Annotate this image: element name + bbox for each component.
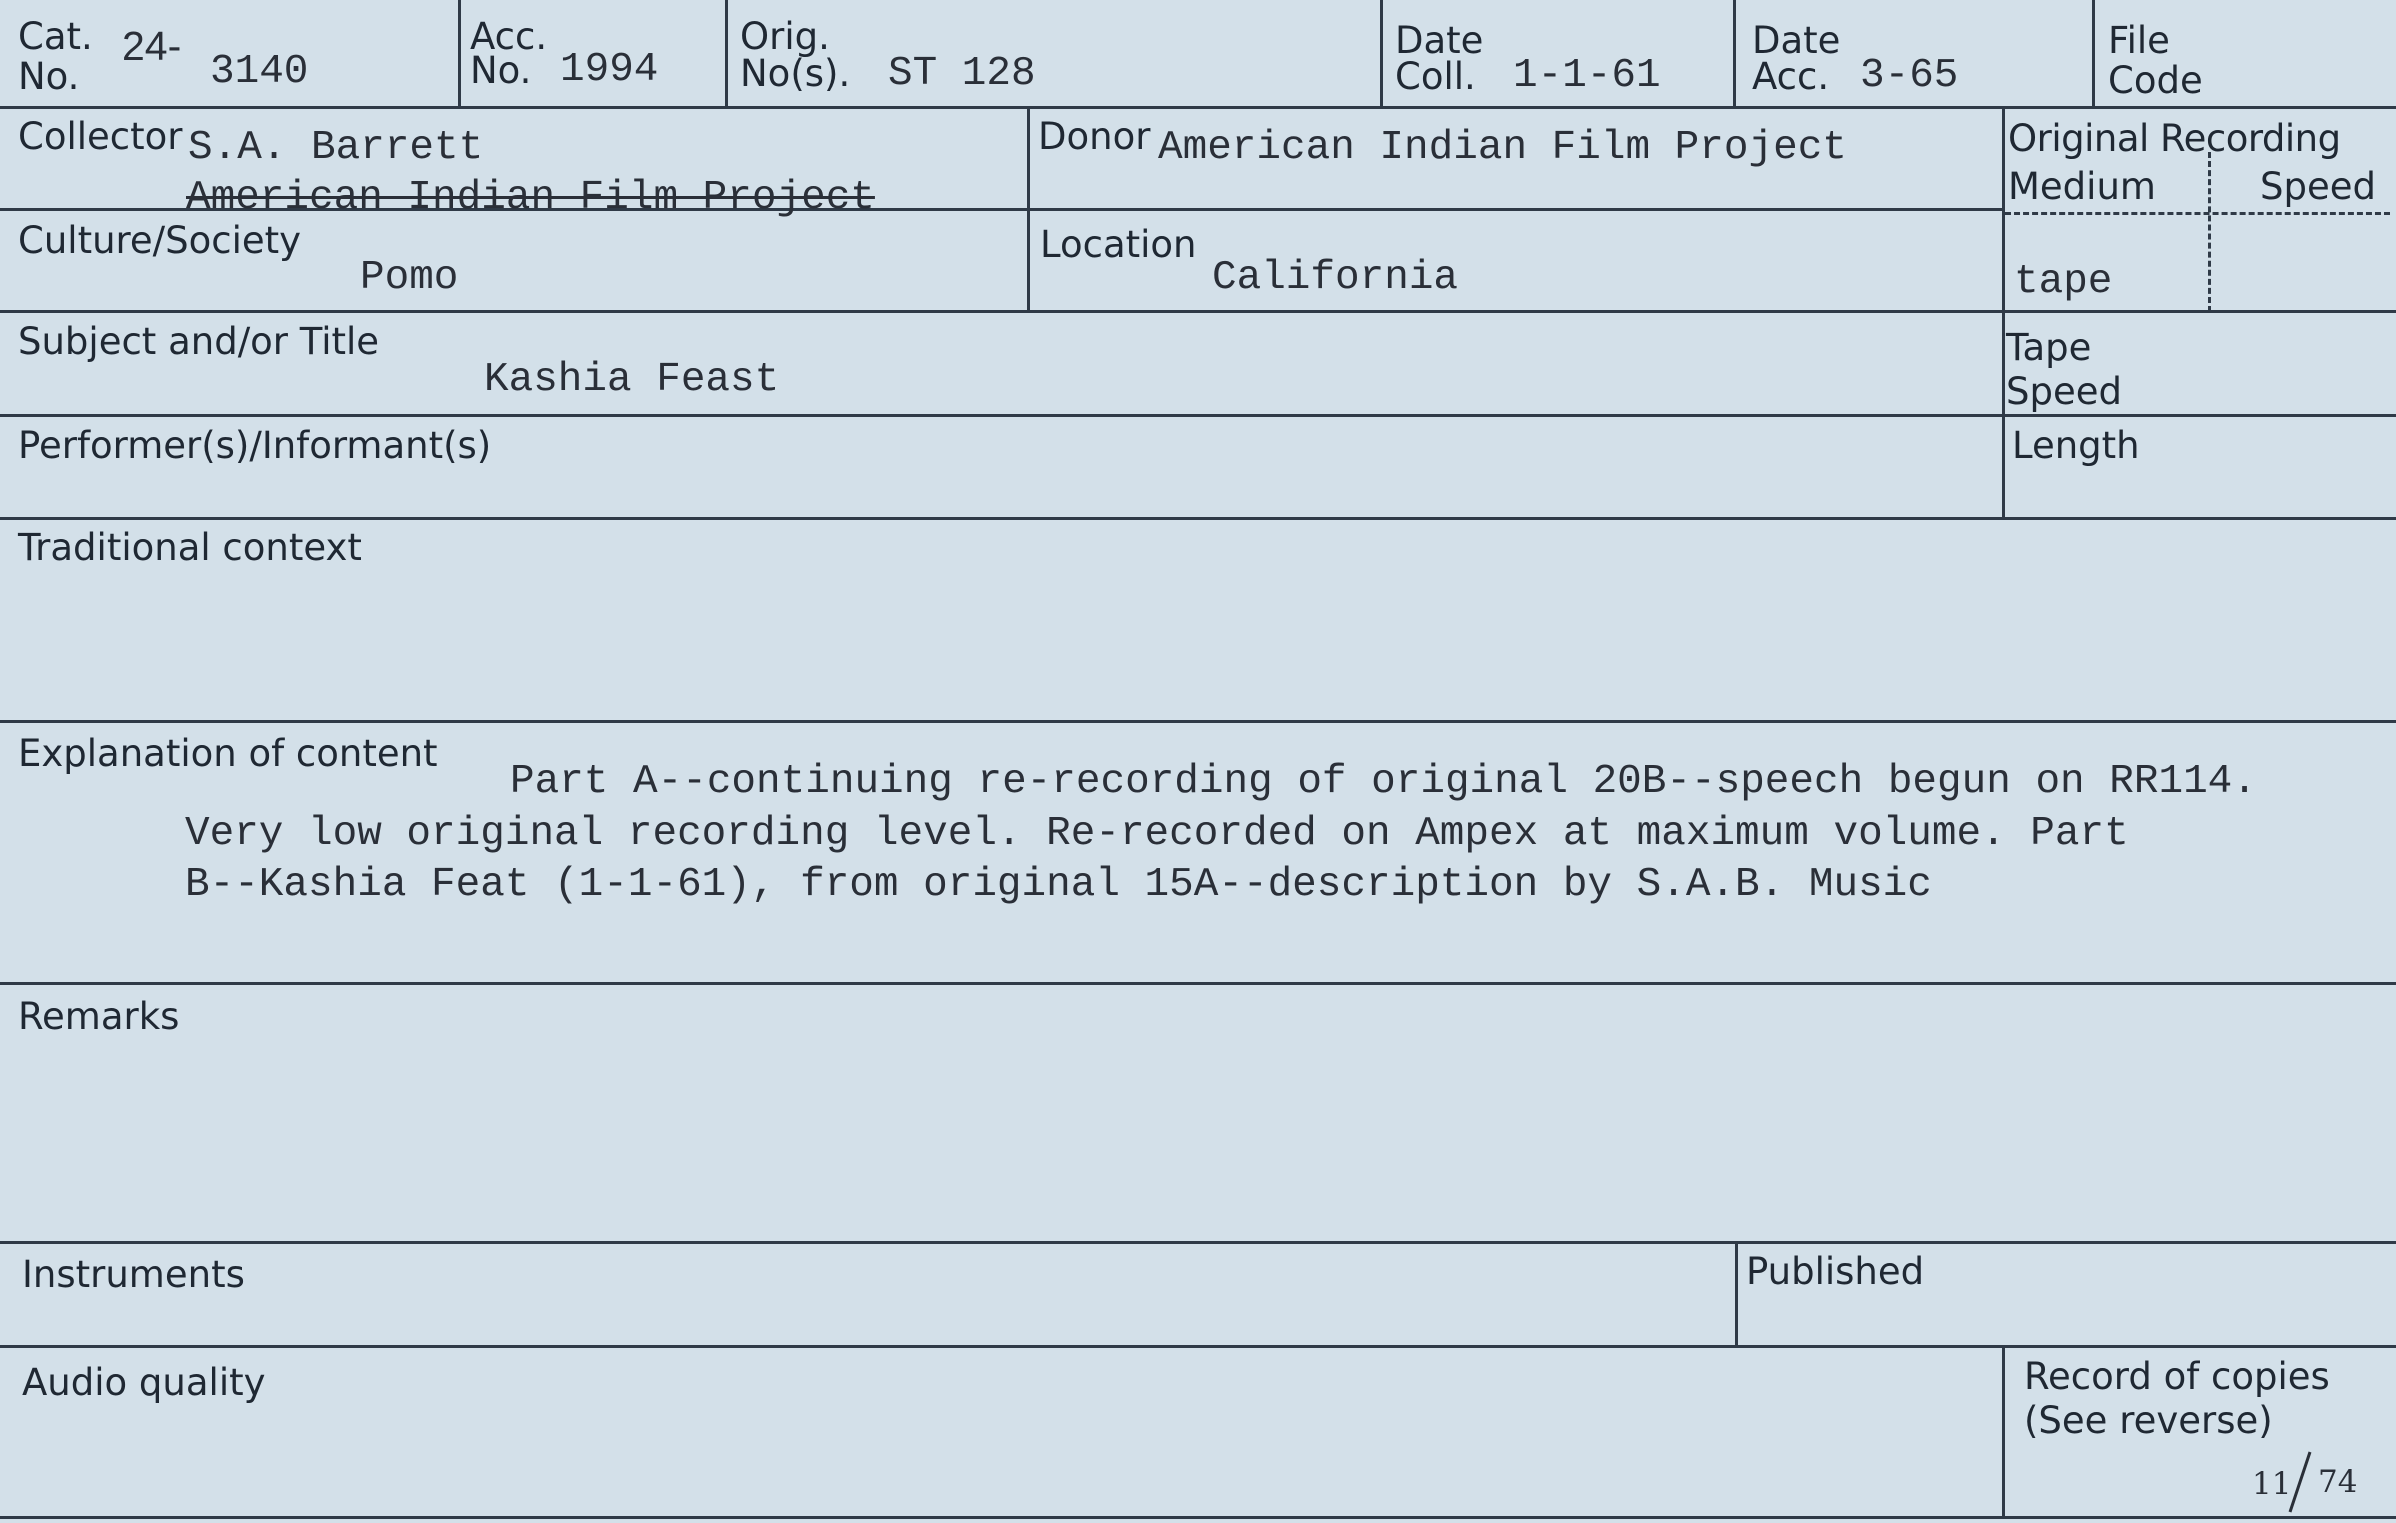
rule-v-published	[1735, 1241, 1738, 1347]
rule-v-dateacc	[2092, 0, 2095, 108]
date-collected: 1-1-61	[1513, 53, 1661, 99]
rule-performers-bottom	[0, 517, 2396, 520]
speed-label: Speed	[2260, 165, 2376, 208]
copies-note-slash	[2280, 1448, 2320, 1518]
donor-label: Donor	[1038, 115, 1151, 158]
see-reverse-label: (See reverse)	[2024, 1399, 2273, 1442]
location-label: Location	[1040, 223, 1197, 266]
no-label: No.	[18, 55, 80, 98]
cat-number: 3140	[210, 49, 309, 95]
rule-instruments-bottom	[0, 1345, 2396, 1348]
explanation-line-2: Very low original recording level. Re-recorded on Ampex at maximum volume. Part	[185, 811, 2129, 857]
explanation-line-3: B--Kashia Feat (1-1-61), from original 15A--description by S.A.B. Music	[185, 862, 1932, 908]
rule-v-orig	[1380, 0, 1383, 108]
rule-card-bottom	[0, 1516, 2396, 1519]
orig-label: Orig.	[740, 15, 830, 58]
rule-context-bottom	[0, 720, 2396, 723]
performers-label: Performer(s)/Informant(s)	[18, 424, 492, 467]
date-accessioned: 3-65	[1860, 53, 1959, 99]
copies-note-year: 74	[2318, 1464, 2358, 1500]
medium-label: Medium	[2008, 165, 2156, 208]
rule-v-recording	[2002, 106, 2005, 519]
record-of-copies-label: Record of copies	[2024, 1355, 2330, 1398]
rule-header-bottom	[0, 106, 2396, 109]
cat-label: Cat.	[18, 15, 93, 58]
subject-value: Kashia Feast	[484, 357, 780, 403]
remarks-label: Remarks	[18, 995, 180, 1038]
culture-value: Pomo	[360, 255, 459, 301]
subject-label: Subject and/or Title	[18, 320, 380, 363]
explanation-label: Explanation of content	[18, 732, 438, 775]
rule-recording-dashed	[2005, 212, 2390, 215]
cat-prefix: 24-	[122, 23, 182, 69]
copies-note-month: 11	[2252, 1466, 2292, 1502]
rule-v-acc	[725, 0, 728, 108]
acc2-label: Acc.	[1752, 55, 1830, 98]
file-label: File	[2108, 19, 2170, 62]
rule-v-copies	[2002, 1345, 2005, 1519]
rule-medium-speed-dashed	[2208, 152, 2211, 312]
rule-v-collector	[1027, 106, 1030, 312]
published-label: Published	[1746, 1250, 1925, 1293]
rule-v-datecoll	[1733, 0, 1736, 108]
location-value: California	[1212, 255, 1459, 301]
traditional-context-label: Traditional context	[18, 526, 362, 569]
culture-label: Culture/Society	[18, 219, 302, 262]
tape-label: Tape	[2006, 326, 2092, 369]
speed-field-label: Speed	[2006, 370, 2122, 413]
collector-value: S.A. Barrett	[188, 125, 484, 171]
medium-value: tape	[2014, 259, 2113, 305]
audio-quality-label: Audio quality	[22, 1361, 266, 1404]
donor-value: American Indian Film Project	[1158, 125, 1847, 171]
acc-label: Acc.	[470, 15, 548, 58]
explanation-line-1: Part A--continuing re-recording of original 20B--speech begun on RR114.	[510, 759, 2257, 805]
rule-v-cat	[458, 0, 461, 108]
rule-remarks-bottom	[0, 1241, 2396, 1244]
orig-number: ST 128	[888, 51, 1036, 97]
collector-label: Collector	[18, 115, 183, 158]
rule-subject-bottom	[0, 414, 2396, 417]
code-label: Code	[2108, 59, 2203, 102]
orig-nos-label: No(s).	[740, 52, 851, 95]
original-recording-label: Original Recording	[2008, 117, 2341, 160]
acc-number: 1994	[560, 47, 659, 93]
length-label: Length	[2012, 424, 2140, 467]
instruments-label: Instruments	[22, 1253, 245, 1296]
collector-struck-value: American Indian Film Project	[186, 175, 875, 221]
date-acc-label: Date	[1752, 19, 1841, 62]
rule-explanation-bottom	[0, 982, 2396, 985]
rule-culture-bottom	[0, 310, 2396, 313]
acc-no-label: No.	[470, 49, 532, 92]
date-coll-label: Date	[1395, 19, 1484, 62]
coll-label: Coll.	[1395, 55, 1476, 98]
